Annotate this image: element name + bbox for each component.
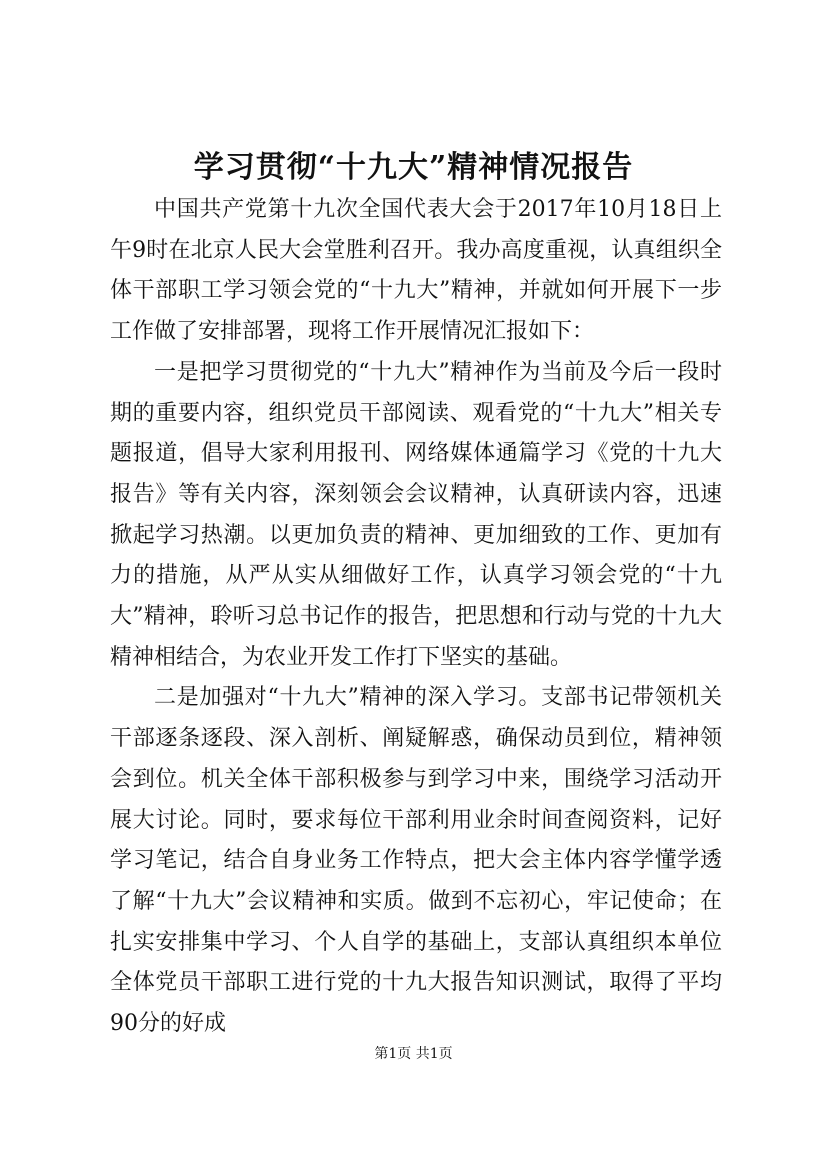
paragraph-point-two: 二是加强对“十九大”精神的深入学习。支部书记带领机关干部逐条逐段、深入剖析、阐疑解惑，确保动员到位，精神领会到位。机关全体干部积极参与到学习中来，围绕学习活动开展大讨论。同时，要求每位干部利用业余时间查阅资料，记好学习笔记，结合自身业务工作特点，把大会主体内容学懂学透了解“十九大”会议精神和实质。做到不忘初心，牢记使命；在扎实安排集中学习、个人自学的基础上，支部认真组织本单位全体党员干部职工进行党的十九大报告知识测试，取得了平均90分的好成 (110, 685, 722, 1037)
paragraph-intro: 中国共产党第十九次全国代表大会于2017年10月18日上午9时在北京人民大会堂胜利召开。我办高度重视，认真组织全体干部职工学习领会党的“十九大”精神，并就如何开展下一步工作做了安排部署，现将工作开展情况汇报如下： (110, 197, 722, 345)
paragraph-point-one: 一是把学习贯彻党的“十九大”精神作为当前及今后一段时期的重要内容，组织党员干部阅读、观看党的“十九大”相关专题报道，倡导大家利用报刊、网络媒体通篇学习《党的十九大报告》等有关内容，深刻领会会议精神，认真研读内容，迅速掀起学习热潮。以更加负责的精神、更加细致的工作、更加有力的措施，从严从实从细做好工作，认真学习领会党的“十九大”精神，聆听习总书记作的报告，把思想和行动与党的十九大精神相结合，为农业开发工作打下坚实的基础。 (110, 359, 722, 670)
document-body (110, 190, 722, 1045)
document-title: 学习贯彻“十九大”精神情况报告 (193, 150, 634, 185)
page-footer: 第1页 共1页 (374, 1046, 453, 1062)
